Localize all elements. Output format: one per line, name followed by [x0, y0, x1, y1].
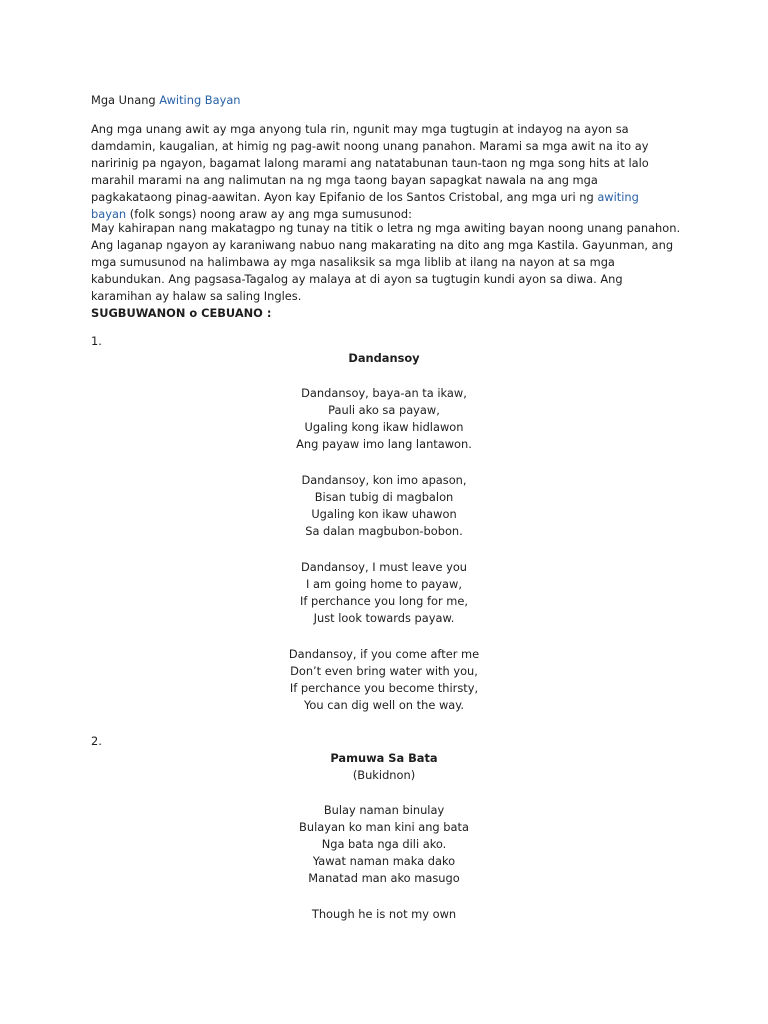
lyric-line: If perchance you become thirsty,: [289, 681, 479, 695]
lyric-line: Ang payaw imo lang lantawon.: [296, 437, 472, 451]
paragraph-text: (folk songs) noong araw ay ang mga sumusunod:: [126, 207, 412, 221]
paragraph-line: May kahirapan nang makatagpo ng tunay na titik o letra ng mga awiting bayan noong unang panahon.: [91, 221, 681, 235]
awiting-bayan-link[interactable]: Awiting Bayan: [159, 93, 241, 107]
lyric-line: Dandansoy, baya-an ta ikaw,: [301, 386, 467, 400]
heading-text: Mga Unang: [91, 93, 160, 107]
paragraph-line: mga sumusunod na halimbawa ay mga nasaliksik sa mga liblib at ilang na nayon at sa mga: [91, 255, 615, 269]
lyric-line: Sa dalan magbubon-bobon.: [305, 524, 463, 538]
second-paragraph: [91, 220, 681, 305]
lyric-line: Bisan tubig di magbalon: [314, 490, 454, 504]
song-stanza: [89, 385, 679, 453]
song-stanza: [89, 802, 679, 887]
song-subtitle: (Bukidnon): [352, 768, 416, 782]
lyric-line: I am going home to payaw,: [306, 577, 462, 591]
lyric-line: Don’t even bring water with you,: [290, 664, 478, 678]
paragraph-text: pagkakataong pinag-aawitan. Ayon kay Epifanio de los Santos Cristobal, ang mga uri ng: [91, 190, 598, 204]
paragraph-line: kabundukan. Ang pagsasa-Tagalog ay malaya at di ayon sa tugtugin kundi ayon sa diwa. Ang: [91, 272, 623, 286]
lyric-line: Ugaling kong ikaw hidlawon: [304, 420, 464, 434]
song-stanza: [89, 472, 679, 540]
intro-paragraph: [91, 121, 681, 223]
lyric-line: Nga bata nga dili ako.: [321, 837, 447, 851]
paragraph-line: damdamin, kaugalian, at himig ng pag-awit noong unang panahon. Marami sa mga awit na ito ay: [91, 139, 649, 153]
lyric-line: Manatad man ako masugo: [308, 871, 460, 885]
paragraph-line: Ang mga unang awit ay mga anyong tula rin, ngunit may mga tugtugin at indayog na ayon sa: [91, 122, 629, 136]
section-title: SUGBUWANON o CEBUANO :: [91, 306, 272, 320]
song-stanza: [89, 906, 679, 923]
paragraph-line: Ang laganap ngayon ay karaniwang nabuo nang makarating na dito ang mga Kastila. Gayunman, ang: [91, 238, 674, 252]
lyric-line: Dandansoy, if you come after me: [288, 647, 480, 661]
lyric-line: Dandansoy, kon imo apason,: [301, 473, 467, 487]
song-stanza: [89, 559, 679, 627]
lyric-line: Pauli ako sa payaw,: [328, 403, 440, 417]
lyric-line: If perchance you long for me,: [300, 594, 468, 608]
lyric-line: Just look towards payaw.: [313, 611, 455, 625]
lyric-line: Though he is not my own: [311, 907, 457, 921]
song-title: Pamuwa Sa Bata: [330, 751, 438, 765]
song-number: 1.: [91, 334, 102, 348]
song-number: 2.: [91, 734, 102, 748]
lyric-line: Yawat naman maka dako: [312, 854, 456, 868]
song-title: Dandansoy: [348, 351, 420, 365]
awiting-bayan-inline-link[interactable]: awiting: [597, 190, 639, 204]
document-heading: [91, 92, 681, 109]
lyric-line: Bulay naman binulay: [323, 803, 445, 817]
paragraph-line: [91, 189, 681, 206]
lyric-line: Bulayan ko man kini ang bata: [299, 820, 469, 834]
lyric-line: You can dig well on the way.: [303, 698, 464, 712]
paragraph-line: karamihan ay halaw sa saling Ingles.: [91, 289, 302, 303]
lyric-line: Dandansoy, I must leave you: [300, 560, 468, 574]
paragraph-line: marahil marami na ang nalimutan na ng mga taong bayan sapagkat nawala na ang mga: [91, 173, 598, 187]
awiting-bayan-inline-link[interactable]: bayan: [91, 207, 127, 221]
song-stanza: [89, 646, 679, 714]
paragraph-line: naririnig pa ngayon, bagamat lalong marami ang natatabunan taun-taon ng mga song hits at lalo: [91, 156, 649, 170]
lyric-line: Ugaling kon ikaw uhawon: [311, 507, 457, 521]
